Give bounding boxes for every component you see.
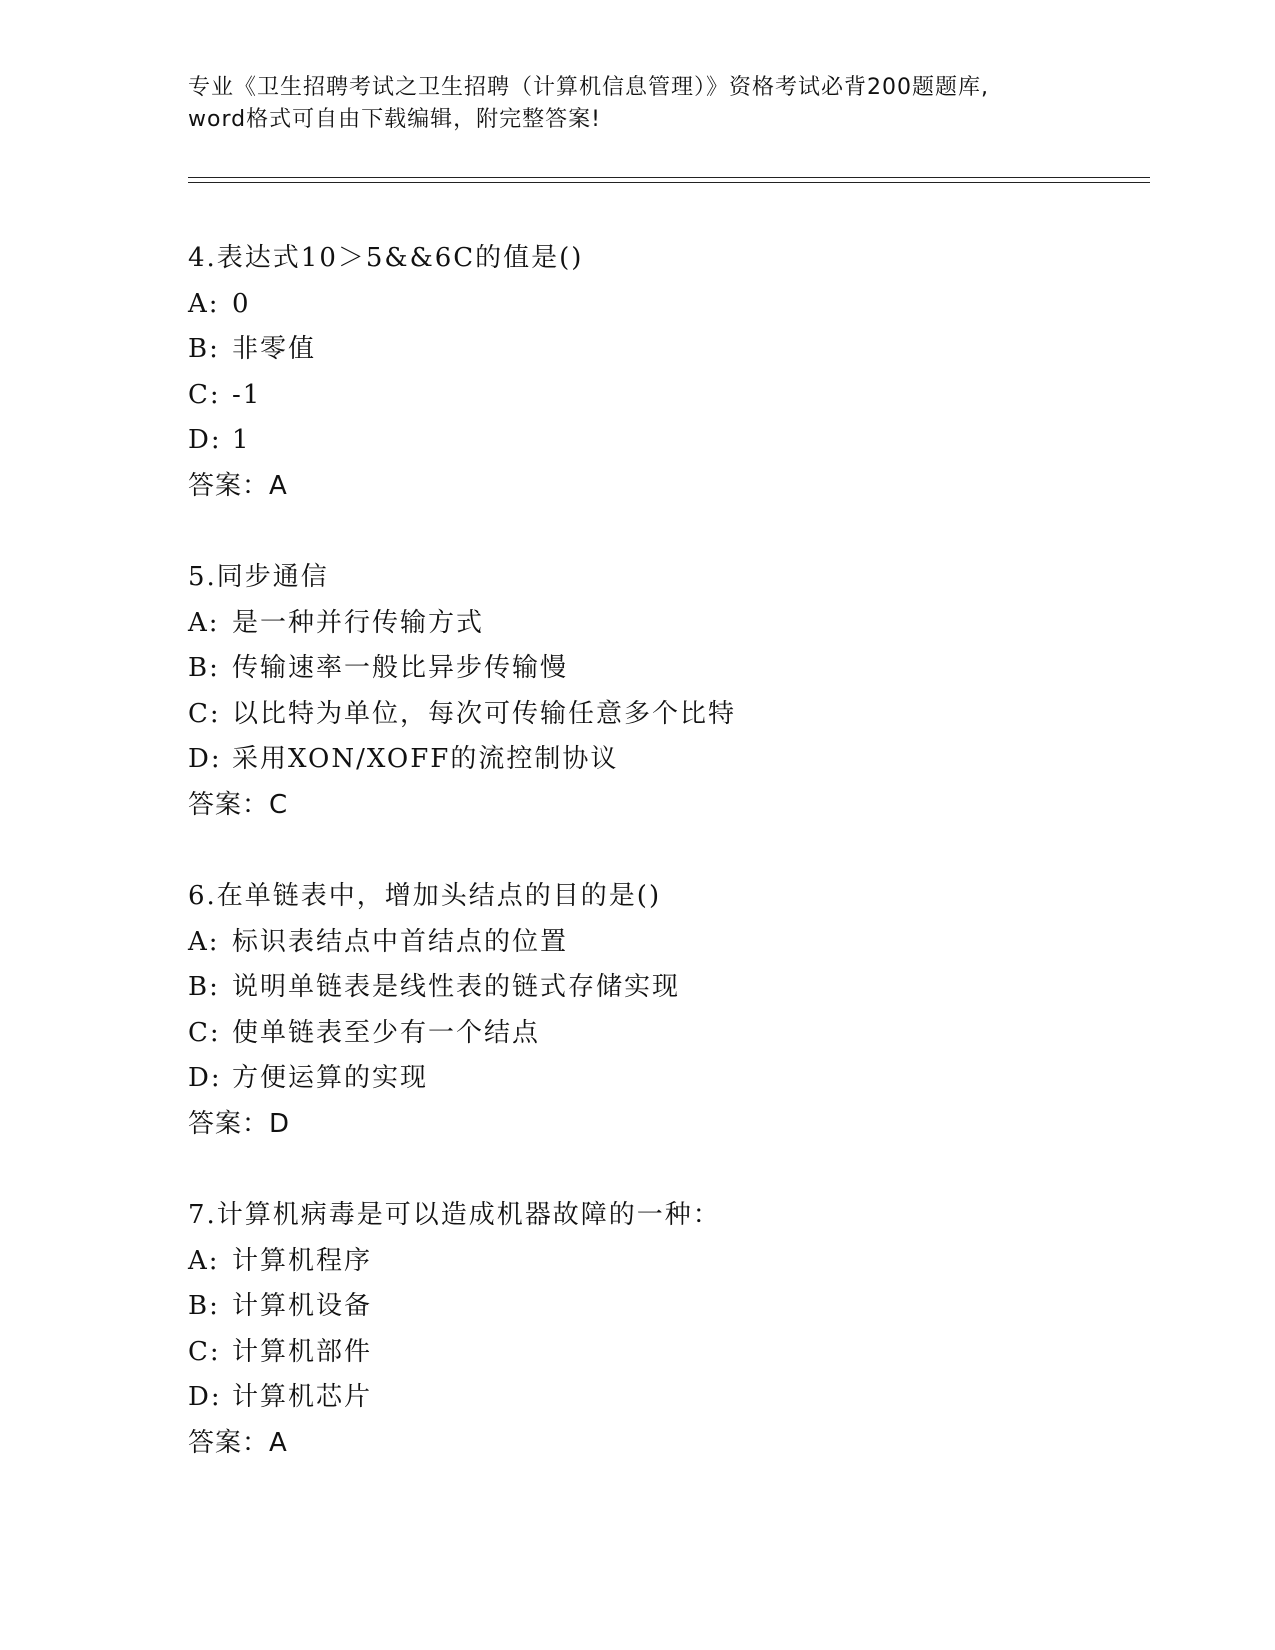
option-key: A: bbox=[188, 607, 220, 638]
option-key: D: bbox=[188, 425, 222, 455]
option-key: C: bbox=[188, 1336, 221, 1367]
option-key: B: bbox=[188, 334, 220, 364]
option-a bbox=[188, 601, 1148, 647]
option-text: 是一种并行传输方式 bbox=[232, 607, 485, 638]
option-key: B: bbox=[188, 1291, 220, 1321]
question-4 bbox=[188, 236, 1148, 509]
question-title: 4.表达式10＞5&&6C的值是() bbox=[188, 243, 584, 273]
option-d bbox=[188, 1375, 1148, 1421]
header-line-1: 专业《卫生招聘考试之卫生招聘（计算机信息管理）》资格考试必背200题题库, bbox=[188, 75, 989, 100]
option-d bbox=[188, 418, 1148, 464]
answer: 答案：A bbox=[188, 470, 288, 501]
question-5 bbox=[188, 555, 1148, 828]
option-key: C: bbox=[188, 379, 221, 410]
header-divider-bottom bbox=[188, 182, 1150, 183]
option-text: 说明单链表是线性表的链式存储实现 bbox=[232, 972, 681, 1002]
question-title: 5.同步通信 bbox=[188, 562, 329, 592]
option-a bbox=[188, 282, 1148, 328]
option-key: A: bbox=[188, 288, 220, 319]
option-text: 以比特为单位，每次可传输任意多个比特 bbox=[232, 698, 737, 729]
option-b bbox=[188, 1284, 1148, 1330]
option-d bbox=[188, 737, 1148, 783]
option-text: 1 bbox=[232, 425, 251, 455]
option-text: 0 bbox=[232, 288, 251, 319]
question-title: 7.计算机病毒是可以造成机器故障的一种： bbox=[188, 1200, 721, 1230]
option-d bbox=[188, 1056, 1148, 1102]
document-header bbox=[188, 72, 1088, 136]
option-key: D: bbox=[188, 1382, 222, 1412]
option-key: A: bbox=[188, 1245, 220, 1276]
option-text: 计算机芯片 bbox=[232, 1382, 373, 1412]
option-key: B: bbox=[188, 972, 220, 1002]
option-a bbox=[188, 920, 1148, 966]
answer: 答案：C bbox=[188, 789, 289, 820]
option-a bbox=[188, 1239, 1148, 1285]
option-text: 非零值 bbox=[232, 334, 317, 364]
header-line-2: word格式可自由下载编辑，附完整答案! bbox=[188, 107, 601, 132]
option-text: -1 bbox=[232, 379, 262, 410]
option-b bbox=[188, 646, 1148, 692]
header-divider-top bbox=[188, 177, 1150, 178]
option-key: A: bbox=[188, 926, 220, 957]
option-c bbox=[188, 692, 1148, 738]
option-key: D: bbox=[188, 1063, 222, 1093]
option-text: 计算机程序 bbox=[232, 1245, 373, 1276]
option-c bbox=[188, 1011, 1148, 1057]
option-text: 传输速率一般比异步传输慢 bbox=[232, 653, 569, 683]
option-b bbox=[188, 965, 1148, 1011]
question-title: 6.在单链表中，增加头结点的目的是() bbox=[188, 881, 662, 911]
option-text: 使单链表至少有一个结点 bbox=[232, 1017, 541, 1048]
option-c bbox=[188, 1330, 1148, 1376]
option-key: C: bbox=[188, 1017, 221, 1048]
option-b bbox=[188, 327, 1148, 373]
option-text: 标识表结点中首结点的位置 bbox=[232, 926, 569, 957]
option-text: 采用XON/XOFF的流控制协议 bbox=[232, 744, 619, 774]
question-6 bbox=[188, 874, 1148, 1147]
option-key: D: bbox=[188, 744, 222, 774]
option-key: B: bbox=[188, 653, 220, 683]
option-text: 计算机设备 bbox=[232, 1291, 373, 1321]
question-7 bbox=[188, 1193, 1148, 1466]
option-key: C: bbox=[188, 698, 221, 729]
option-text: 方便运算的实现 bbox=[232, 1063, 429, 1093]
answer: 答案：A bbox=[188, 1427, 288, 1458]
option-c bbox=[188, 373, 1148, 419]
option-text: 计算机部件 bbox=[232, 1336, 373, 1367]
answer: 答案：D bbox=[188, 1108, 291, 1139]
